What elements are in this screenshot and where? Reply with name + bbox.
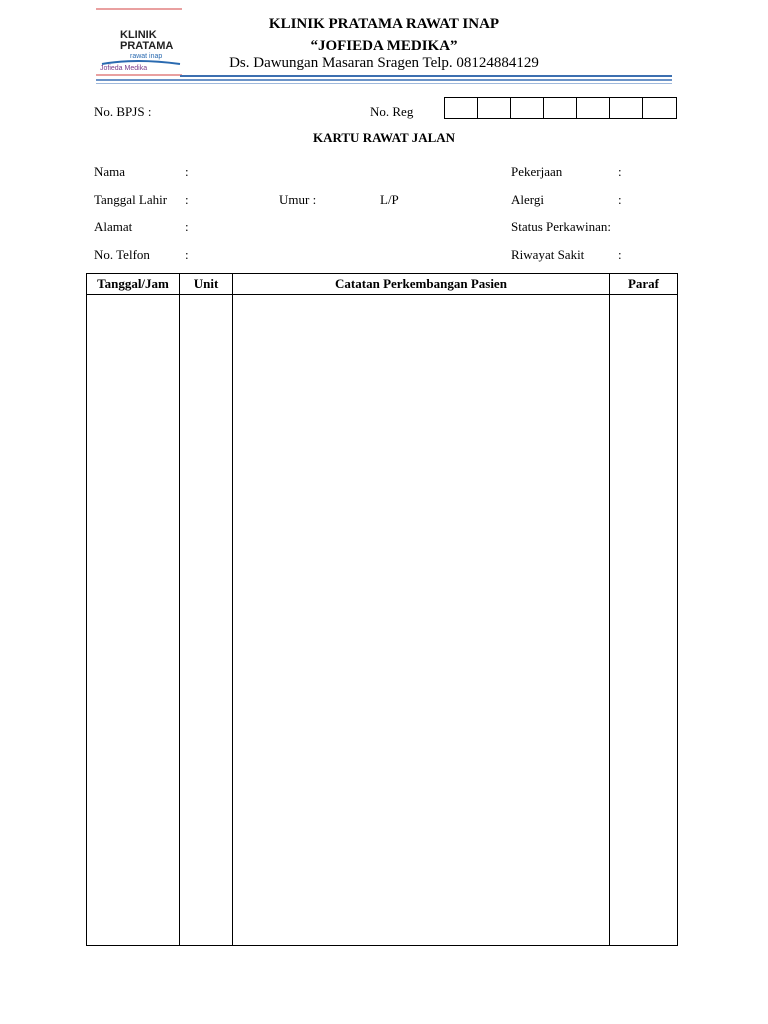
col-header-paraf: Paraf — [610, 274, 678, 295]
logo-line-rawat-inap: rawat inap — [130, 53, 163, 60]
col-header-tanggal-jam: Tanggal/Jam — [87, 274, 180, 295]
reg-digit-box[interactable] — [445, 98, 478, 118]
pekerjaan-label: Pekerjaan — [511, 164, 563, 179]
reg-digit-box[interactable] — [577, 98, 610, 118]
reg-digit-box[interactable] — [610, 98, 643, 118]
lp-label: L/P — [380, 192, 399, 207]
col-header-unit: Unit — [180, 274, 233, 295]
bpjs-label: No. BPJS : — [94, 104, 152, 119]
clinic-address: Ds. Dawungan Masaran Sragen Telp. 08124884129 — [229, 55, 539, 71]
umur-label: Umur : — [279, 192, 317, 207]
pekerjaan-colon: : — [618, 164, 622, 179]
telfon-colon: : — [185, 247, 189, 262]
table-row — [87, 295, 678, 946]
riwayat-sakit-colon: : — [618, 247, 622, 262]
clinic-name: KLINIK PRATAMA RAWAT INAP — [268, 16, 500, 32]
alergi-label: Alergi — [511, 192, 544, 207]
logo-line-brand: Jofieda Medika — [100, 65, 148, 72]
reg-label: No. Reg — [370, 104, 414, 119]
alamat-colon: : — [185, 219, 189, 234]
tanggal-lahir-colon: : — [185, 192, 189, 207]
nama-label: Nama — [94, 164, 126, 179]
form-title: KARTU RAWAT JALAN — [312, 130, 456, 145]
tanggal-lahir-label: Tanggal Lahir — [94, 192, 168, 207]
alamat-label: Alamat — [94, 219, 133, 234]
header-rule — [180, 75, 672, 77]
cell-catatan[interactable] — [233, 295, 610, 946]
clinic-brand: “JOFIEDA MEDIKA” — [310, 38, 458, 54]
cell-unit[interactable] — [180, 295, 233, 946]
cell-paraf[interactable] — [610, 295, 678, 946]
cell-tanggal-jam[interactable] — [87, 295, 180, 946]
reg-digit-box[interactable] — [643, 98, 676, 118]
reg-digit-box[interactable] — [544, 98, 577, 118]
header-rule — [96, 83, 672, 84]
alergi-colon: : — [618, 192, 622, 207]
reg-digit-box[interactable] — [478, 98, 511, 118]
reg-number-boxes[interactable] — [444, 97, 677, 119]
reg-digit-box[interactable] — [511, 98, 544, 118]
riwayat-sakit-label: Riwayat Sakit — [511, 247, 585, 262]
status-perkawinan-label: Status Perkawinan: — [511, 219, 612, 234]
clinic-logo — [96, 8, 182, 76]
logo-line-pratama: PRATAMA — [120, 40, 174, 52]
nama-colon: : — [185, 164, 189, 179]
col-header-catatan: Catatan Perkembangan Pasien — [233, 274, 610, 295]
logo-line-klinik: KLINIK — [120, 29, 157, 41]
header-rule — [96, 79, 672, 81]
table-header-row — [87, 274, 678, 295]
telfon-label: No. Telfon — [94, 247, 150, 262]
progress-notes-table — [86, 273, 678, 946]
